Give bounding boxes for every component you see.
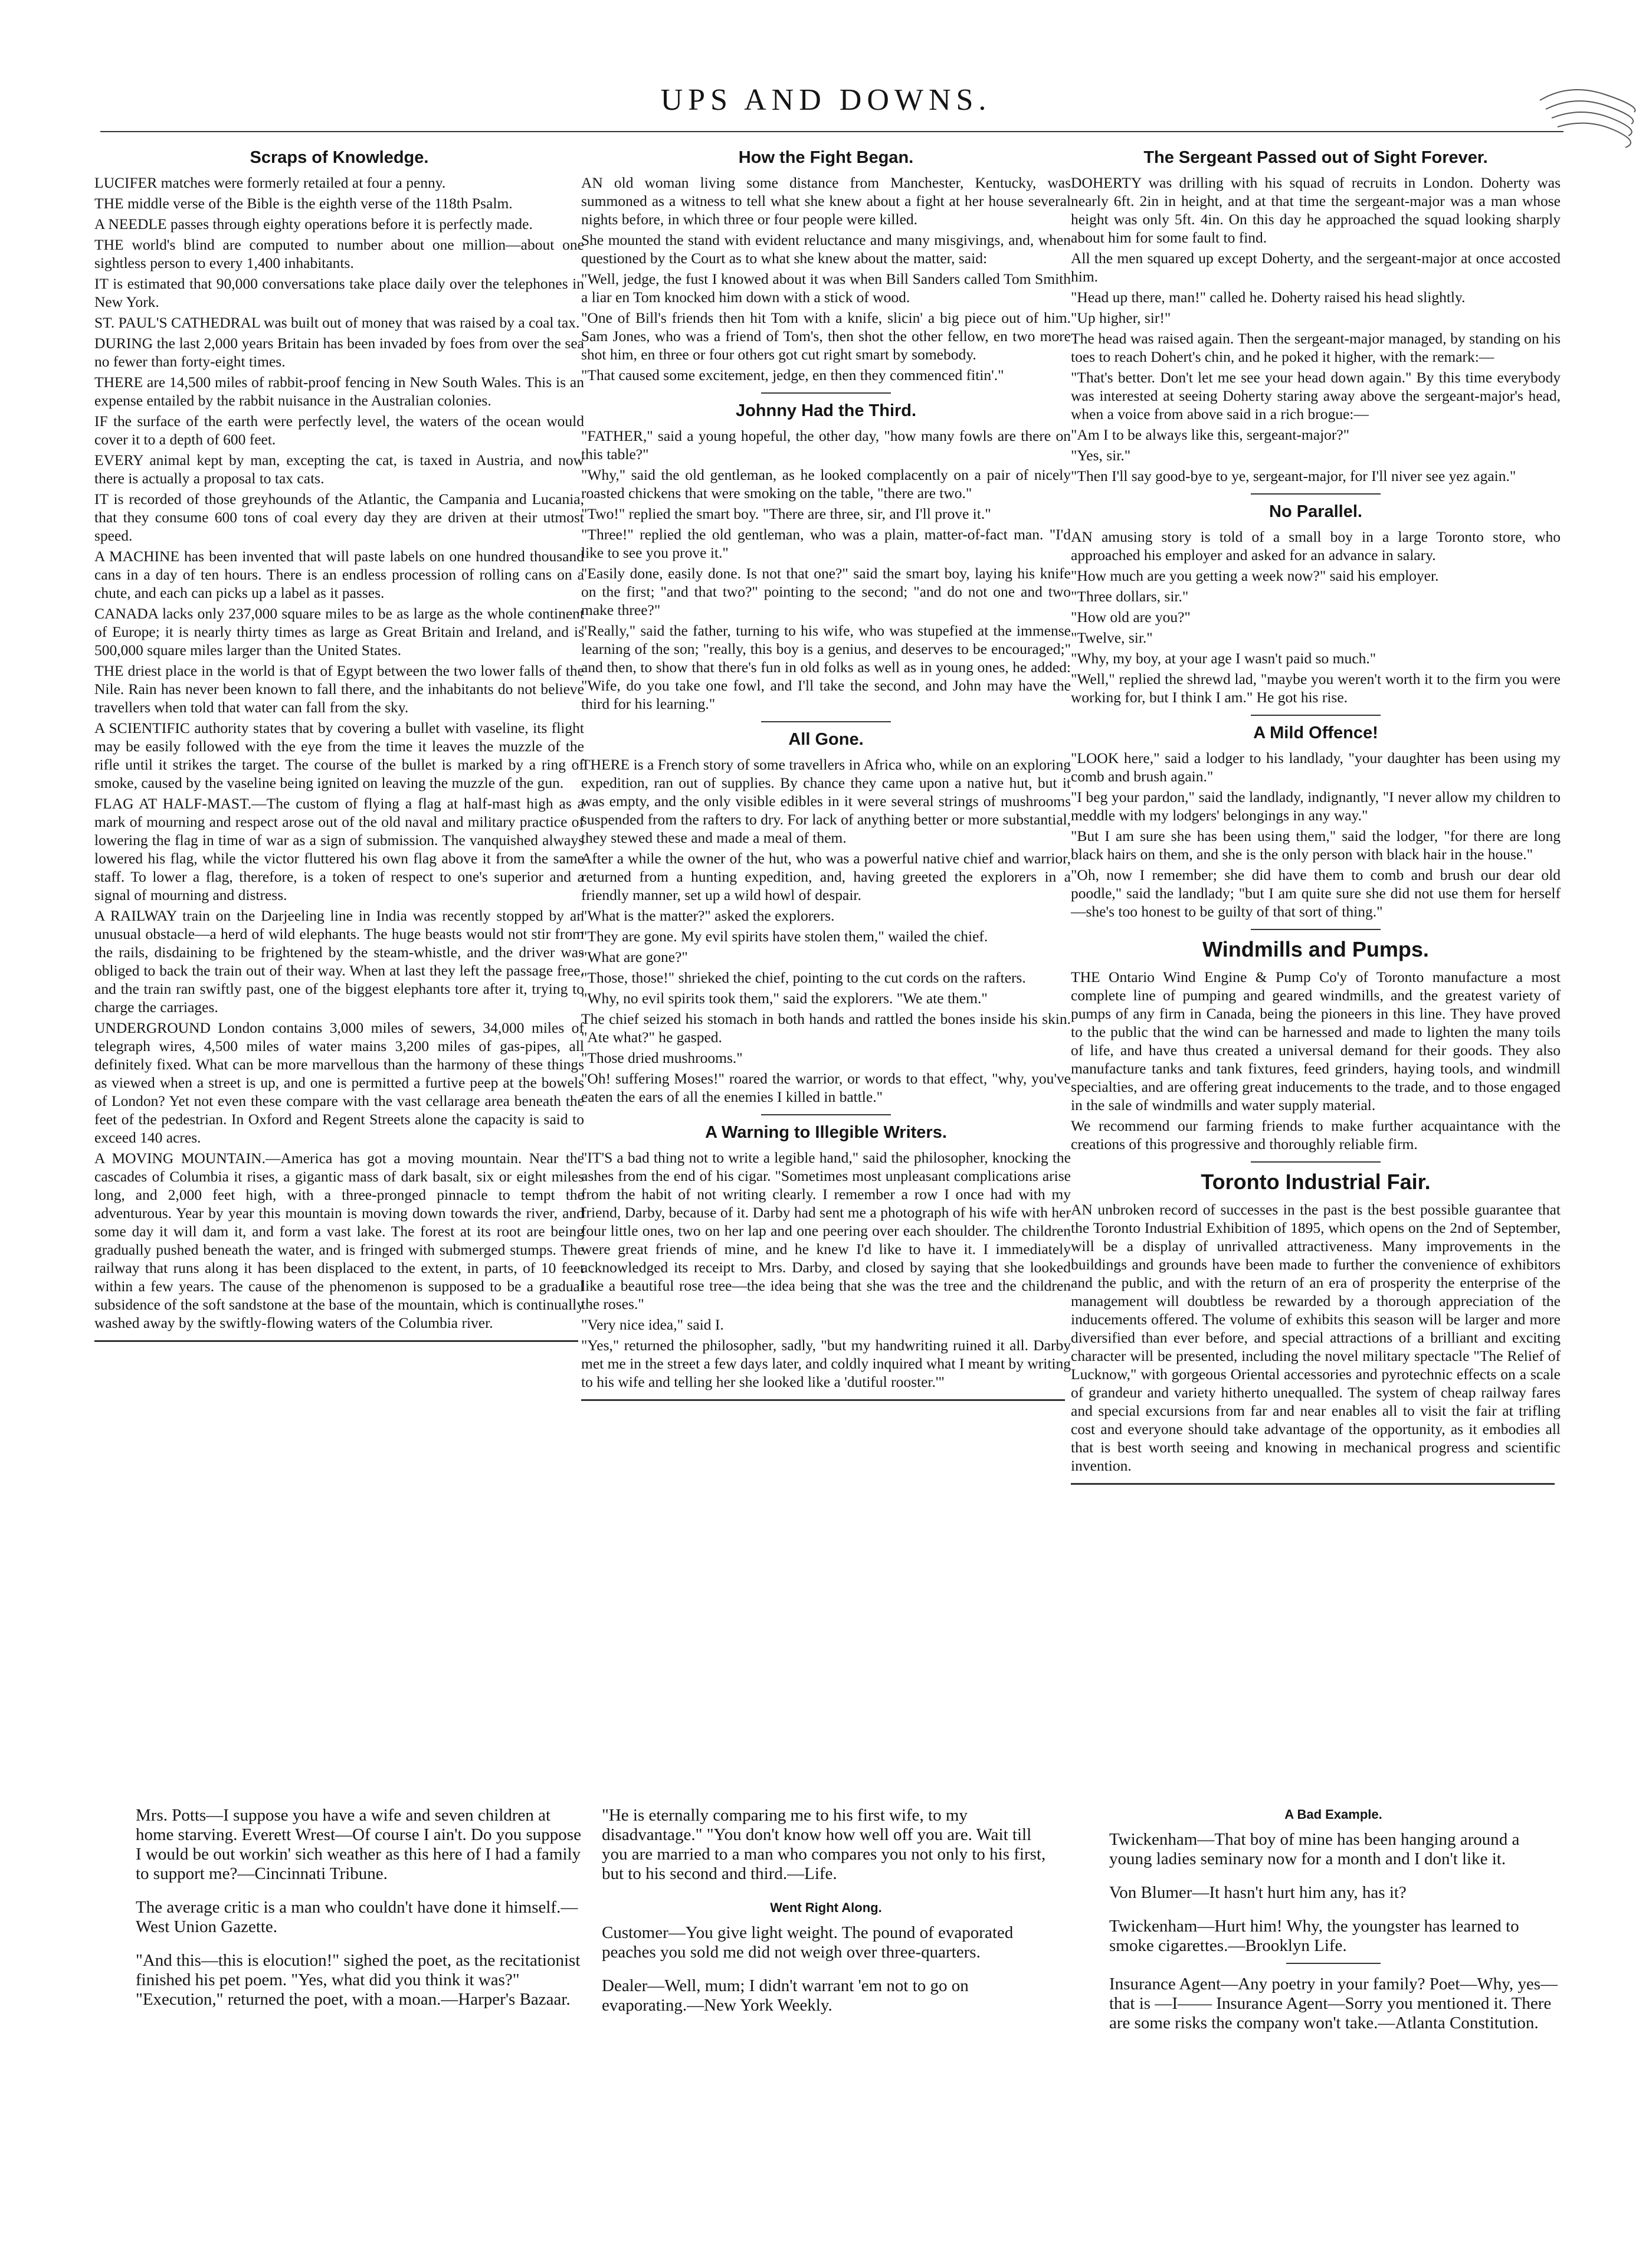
parallel-paragraph: "Three dollars, sir." — [1071, 588, 1189, 605]
masthead: UPS AND DOWNS. — [660, 83, 992, 117]
windmills-title: Windmills and Pumps. — [1202, 937, 1429, 961]
warning-paragraph: "IT'S a bad thing not to write a legible hand," said the philosopher, knocking the ashes from the end of his cigar. "Sometimes most unpleasant complications arise from the habit of not writing clearly. I remember a row I once had with my friend, Darby, because of it. Darby had sent me a photograph of his wife with her four little ones, two on her lap and one peering over each shoulder. The children were great friends of mine, and he knew I'd like to have it. I immediately acknowledged its receipt to Mrs. Darby, and closed by saying that she looked like a beautiful rose tree—the idea being that she was the tree and the children the roses." — [581, 1149, 1071, 1312]
parallel-paragraph: "Why, my boy, at your age I wasn't paid so much." — [1071, 650, 1376, 667]
sergeant-paragraph: All the men squared up except Doherty, and the sergeant-major at once accosted him. — [1071, 250, 1561, 285]
sergeant-paragraph: "That's better. Don't let me see your head down again." By this time everybody was interested at seeing Doherty staring away above the sergeant-major's head, when a voice from above said in a rich brogue:— — [1071, 369, 1561, 423]
clipping-title: Went Right Along. — [770, 1900, 882, 1915]
scrap-item: UNDERGROUND London contains 3,000 miles of sewers, 34,000 miles of telegraph wires, 4,500 miles of water mains 3,200 miles of gas-pipes, all definitely fixed. What can be more marvellous than the harmony of these things as viewed when a street is up, and one is permitted a furtive peep at the bowels of London? Yet not even these compare with the vast cellarage area beneath the feet of the pedestrian. In Oxford and Regent Streets alone the capacity is said to exceed 140 acres. — [94, 1019, 584, 1146]
offence-title: A Mild Offence! — [1253, 724, 1378, 742]
clipping-paragraph: Von Blumer—It hasn't hurt him any, has it? — [1109, 1883, 1407, 1902]
fight-title: How the Fight Began. — [738, 148, 914, 167]
clipping-2 — [602, 1806, 1050, 2029]
allgone-paragraph: THERE is a French story of some travellers in Africa who, while on an exploring expedition, ran out of supplies. By chance they came upon a native hut, but it was empty, and the only visible edibles in it were several strings of mushrooms suspended from the rafters to dry. For lack of anything better or more substantial, they stewed these and made a meal of them. — [581, 756, 1071, 846]
column-3 — [1071, 142, 1561, 1485]
scrap-item: A NEEDLE passes through eighty operations before it is perfectly made. — [94, 215, 533, 233]
johnny-paragraph: "Really," said the father, turning to his wife, who was stupefied at the immense learning of the son; "really, this boy is a genius, and deserves to be encouraged;" and then, to show that there's fun in old folks as well as in young ones, he added: "Wife, do you take one fowl, and I'll take the second, and John may have the third for his learning." — [581, 622, 1071, 712]
section-rule — [1251, 929, 1381, 930]
scrap-item: EVERY animal kept by man, excepting the cat, is taxed in Austria, and now there is actually a proposal to tax cats. — [94, 451, 584, 487]
clipping-1 — [136, 1806, 584, 2024]
warning-paragraph: "Yes," returned the philosopher, sadly, "but my handwriting ruined it all. Darby met me in the street a few days later, and coldly inquired what I meant by writing to his wife and telling her she looked like a 'dutiful rooster.'" — [581, 1337, 1071, 1390]
masthead-rule — [100, 131, 1564, 132]
allgone-paragraph: "Those, those!" shrieked the chief, pointing to the cut cords on the rafters. — [581, 969, 1026, 986]
clipping-paragraph: Mrs. Potts—I suppose you have a wife and seven children at home starving. Everett Wrest—Of course I ain't. Do you suppose I would be out workin' sich weather as this here of I had a family to support me?—Cincinnati Tribune. — [136, 1806, 581, 1883]
clipping-paragraph: Twickenham—That boy of mine has been hanging around a young ladies seminary now for a month and I don't like it. — [1109, 1830, 1520, 1868]
sergeant-paragraph: DOHERTY was drilling with his squad of recruits in London. Doherty was nearly 6ft. 2in in height, and at that time the sergeant-major was a man whose height was only 5ft. 4in. On this day he approached the squad looking sharply about him for some fault to find. — [1071, 174, 1561, 246]
allgone-paragraph: "Why, no evil spirits took them," said the explorers. "We ate them." — [581, 990, 988, 1007]
clipping-paragraph: Dealer—Well, mum; I didn't warrant 'em not to go on evaporating.—New York Weekly. — [602, 1976, 969, 2015]
section-rule — [761, 1114, 891, 1115]
column-1 — [94, 142, 584, 1342]
column-2-end-rule — [581, 1399, 1065, 1401]
windmills-paragraph: We recommend our farming friends to make further acquaintance with the creations of this progressive and thoroughly reliable firm. — [1071, 1117, 1561, 1153]
scrap-item: THE middle verse of the Bible is the eighth verse of the 118th Psalm. — [94, 195, 513, 212]
warning-paragraph: "Very nice idea," said I. — [581, 1316, 724, 1333]
scrap-item: THE world's blind are computed to number about one million—about one sightless person to every 1,400 inhabitants. — [94, 236, 584, 271]
scrap-item: CANADA lacks only 237,000 square miles to be as large as the whole continent of Europe; it is nearly thirty times as large as Great Britain and Ireland, and is 500,000 square miles larger than the United States. — [94, 605, 584, 659]
scrap-item: ST. PAUL'S CATHEDRAL was built out of money that was raised by a coal tax. — [94, 314, 580, 331]
sergeant-paragraph: "Yes, sir." — [1071, 447, 1131, 464]
section-rule — [1251, 493, 1381, 495]
scrap-item: A SCIENTIFIC authority states that by covering a bullet with vaseline, its flight may be easily followed with the eye from the time it leaves the muzzle of the rifle until it strikes the target. The course of the bullet is marked by a ring of smoke, caused by the vaseline being ignited on leaving the muzzle of the gun. — [94, 719, 584, 791]
scrap-item: THERE are 14,500 miles of rabbit-proof fencing in New South Wales. This is an expense entailed by the rabbit nuisance in the Australian colonies. — [94, 374, 584, 409]
warning-title: A Warning to Illegible Writers. — [705, 1123, 947, 1142]
scrap-item: A RAILWAY train on the Darjeeling line in India was recently stopped by an unusual obstacle—a herd of wild elephants. The huge beasts would not stir from the rails, disdaining to be frightened by the steam-whistle, and the driver was obliged to back the train out of their way. When at last they left the passage free, and the train ran swiftly past, one of the biggest elephants tore after it, trying to charge the carriages. — [94, 907, 584, 1016]
clipping-paragraph: Customer—You give light weight. The pound of evaporated peaches you sold me did not weigh over three-quarters. — [602, 1923, 1014, 1962]
fight-paragraph: She mounted the stand with evident reluctance and many misgivings, and, when questioned by the Court as to what she knew about the matter, said: — [581, 231, 1071, 267]
scraps-title: Scraps of Knowledge. — [250, 148, 429, 167]
scrap-item: THE driest place in the world is that of Egypt between the two lower falls of the Nile. Rain has never been known to fall there, and the inhabitants do not believe travellers when told that water can fall from the sky. — [94, 662, 584, 716]
clipping-title: A Bad Example. — [1284, 1807, 1382, 1822]
johnny-paragraph: "Two!" replied the smart boy. "There are three, sir, and I'll prove it." — [581, 505, 991, 522]
clipping-paragraph: Insurance Agent—Any poetry in your family? Poet—Why, yes—that is —I—— Insurance Agent—Sorry you mentioned it. There are some risks the company won't take.—Atlanta Constitution. — [1109, 1975, 1558, 2032]
section-rule — [761, 392, 891, 394]
clipping-paragraph: "He is eternally comparing me to his first wife, to my disadvantage." "You don't know how well off you are. Wait till you are married to a man who compares you not only to his first, but to his second and third.—Life. — [602, 1806, 1046, 1883]
offence-paragraph: "I beg your pardon," said the landlady, indignantly, "I never allow my children to meddle with my lodgers' belongings in any way." — [1071, 788, 1561, 824]
scrap-item: A MOVING MOUNTAIN.—America has got a moving mountain. Near the cascades of Columbia it rises, a gigantic mass of dark basalt, six or eight miles long, and 2,000 feet high, with a three-pronged pinnacle to tempt the adventurous. Year by year this mountain is moving down towards the river, and some day it will dam it, and form a vast lake. The forest at its root are being gradually pushed beneath the water, and is fringed with submerged stumps. The railway that runs along it has been displaced to the extent, in parts, of 10 feet within a few years. The cause of the phenomenon is supposed to be a gradual subsidence of the soft sandstone at the base of the mountain, which is continually washed away by the swiftly-flowing waters of the Columbia river. — [94, 1150, 584, 1331]
scrap-item: FLAG AT HALF-MAST.—The custom of flying a flag at half-mast high as a mark of mourning and respect arose out of the old naval and military practice of lowering the flag in time of war as a sign of submission. The vanquished always lowered his flag, while the victor fluttered his own flag above it from the same staff. To lower a flag, therefore, is a token of respect to one's superior and a signal of mourning and distress. — [94, 795, 584, 903]
offence-paragraph: "But I am sure she has been using them," said the lodger, "for there are long black hairs on them, and she is the only person with black hair in the house." — [1071, 827, 1561, 863]
fair-title: Toronto Industrial Fair. — [1201, 1170, 1431, 1194]
clipping-paragraph: The average critic is a man who couldn't have done it himself.—West Union Gazette. — [136, 1898, 578, 1936]
fair-paragraph: AN unbroken record of successes in the past is the best possible guarantee that the Toronto Industrial Exhibition of 1895, which opens on the 2nd of September, will be a display of unrivalled attractiveness. Many improvements in the buildings and grounds have been made to further the convenience of exhibitors and the public, and with the return of an era of prosperity the enterprise of the management will doubtless be rewarded by a thorough appreciation of the inducements offered. The volume of exhibits this season will be larger and more diversified than ever before, and special attractions of a brilliant and exciting character will be presented, including the novel military spectacle "The Relief of Lucknow," with gorgeous Oriental accessories and pyrotechnic effects on a scale of grandeur and variety hitherto unequalled. The system of cheap railway fares and special excursions from far and near enables all to visit the fair at trifling cost and everyone should take advantage of the opportunity, as it embodies all that is best worth seeing and knowing in mechanical progress and scientific invention. — [1071, 1201, 1561, 1474]
section-rule — [761, 721, 891, 722]
parallel-paragraph: "How old are you?" — [1071, 608, 1191, 626]
scrap-item: IT is recorded of those greyhounds of the Atlantic, the Campania and Lucania, that they consume 600 tons of coal every day they are driven at their utmost speed. — [94, 490, 584, 544]
column-3-end-rule — [1071, 1483, 1555, 1485]
offence-paragraph: "LOOK here," said a lodger to his landlady, "your daughter has been using my comb and brush again." — [1071, 749, 1561, 785]
clipping-rule — [1286, 1963, 1381, 1964]
johnny-paragraph: "Easily done, easily done. Is not that one?" said the smart boy, laying his knife on the first; "and that two?" pointing to the second; "and do not one and two make three?" — [581, 565, 1071, 618]
fight-paragraph: AN old woman living some distance from Manchester, Kentucky, was summoned as a witness to tell what she knew about a fight at her house several nights before, in which three or four people were killed. — [581, 174, 1071, 228]
fight-paragraph: "Well, jedge, the fust I knowed about it was when Bill Sanders called Tom Smith a liar en Tom knocked him down with a stick of wood. — [581, 270, 1071, 306]
scrap-item: IT is estimated that 90,000 conversations take place daily over the telephones in New York. — [94, 275, 584, 310]
offence-paragraph: "Oh, now I remember; she did have them to comb and brush our dear old poodle," said the landlady; "but I am quite sure she did not use them for herself—she's too honest to be guilty of that sort of thing." — [1071, 866, 1561, 920]
sergeant-title: The Sergeant Passed out of Sight Forever. — [1143, 148, 1488, 167]
scraps-list — [94, 173, 584, 1332]
allgone-paragraph: "Oh! suffering Moses!" roared the warrior, or words to that effect, "why, you've eaten the ears of all the enemies I killed in battle." — [581, 1070, 1071, 1105]
clipping-paragraph: Twickenham—Hurt him! Why, the youngster has learned to smoke cigarettes.—Brooklyn Life. — [1109, 1917, 1519, 1955]
scrap-item: DURING the last 2,000 years Britain has been invaded by foes from over the sea no fewer than forty-eight times. — [94, 335, 584, 370]
scrap-item: IF the surface of the earth were perfectly level, the waters of the ocean would cover it to a depth of 600 feet. — [94, 413, 584, 448]
allgone-paragraph: "They are gone. My evil spirits have stolen them," wailed the chief. — [581, 928, 988, 945]
johnny-paragraph: "FATHER," said a young hopeful, the other day, "how many fowls are there on this table?" — [581, 427, 1071, 463]
allgone-title: All Gone. — [788, 730, 864, 749]
windmills-paragraph: THE Ontario Wind Engine & Pump Co'y of Toronto manufacture a most complete line of pumping and geared windmills, and the greatest variety of pumps of any firm in Canada, being the pioneers in this line. They have proved to the public that the wind can be harnessed and made to lighten the many toils of life, and have thus created a universal demand for their goods. They also manufacture tanks and tank fixtures, feed grinders, haying tools, and windmill specialties, and are offering great inducements to the trade, and to those engaged in the sale of windmills and water supply material. — [1071, 968, 1561, 1114]
parallel-paragraph: AN amusing story is told of a small boy in a large Toronto store, who approached his employer and asked for an advance in salary. — [1071, 528, 1561, 564]
clipping-paragraph: "And this—this is elocution!" sighed the poet, as the recitationist finished his pet poem. "Yes, what did you think it was?" "Execution," returned the poet, with a moan.—Harper's Bazaar. — [136, 1951, 581, 2009]
allgone-paragraph: After a while the owner of the hut, who was a powerful native chief and warrior, returned from a hunting expedition, and, having greeted the explorers in a friendly manner, set up a wild howl of despair. — [581, 850, 1071, 903]
sergeant-paragraph: "Then I'll say good-bye to ye, sergeant-major, for I'll niver see yez again." — [1071, 467, 1516, 484]
parallel-paragraph: "Twelve, sir." — [1071, 629, 1153, 646]
sergeant-paragraph: "Up higher, sir!" — [1071, 309, 1171, 326]
column-2 — [581, 142, 1071, 1401]
section-rule — [1251, 1161, 1381, 1163]
allgone-paragraph: "Those dried mushrooms." — [581, 1049, 743, 1066]
fight-paragraph: "One of Bill's friends then hit Tom with a knife, slicin' a big piece out of him. Sam Jones, who was a friend of Tom's, then shot the other fellow, en two more shot him, en three or four others got cut right smart by somebody. — [581, 309, 1071, 363]
parallel-paragraph: "Well," replied the shrewd lad, "maybe you weren't worth it to the firm you were working for, but I think I am." He got his rise. — [1071, 670, 1561, 706]
scrap-item: LUCIFER matches were formerly retailed at four a penny. — [94, 174, 446, 191]
johnny-paragraph: "Three!" replied the old gentleman, who was a plain, matter-of-fact man. "I'd like to see you prove it." — [581, 526, 1071, 561]
sergeant-paragraph: "Head up there, man!" called he. Doherty raised his head slightly. — [1071, 289, 1466, 306]
johnny-title: Johnny Had the Third. — [735, 401, 917, 420]
sergeant-paragraph: The head was raised again. Then the sergeant-major managed, by standing on his toes to reach Dohert's chin, and he poked it higher, with the remark:— — [1071, 330, 1561, 365]
parallel-title: No Parallel. — [1269, 502, 1362, 521]
allgone-paragraph: "What are gone?" — [581, 948, 688, 965]
fight-paragraph: "That caused some excitement, jedge, en then they commenced fitin'." — [581, 366, 1004, 384]
parallel-paragraph: "How much are you getting a week now?" said his employer. — [1071, 567, 1439, 584]
allgone-paragraph: The chief seized his stomach in both hands and rattled the bones inside his skin. "Ate what?" he gasped. — [581, 1010, 1071, 1046]
column-1-end-rule — [94, 1340, 578, 1342]
allgone-paragraph: "What is the matter?" asked the explorers. — [581, 907, 835, 924]
scrap-item: A MACHINE has been invented that will paste labels on one hundred thousand cans in a day of ten hours. There is an endless procession of rolling cans on a chute, and each can picks up a label as it passes. — [94, 548, 584, 601]
clipping-3 — [1109, 1800, 1558, 2047]
sergeant-paragraph: "Am I to be always like this, sergeant-major?" — [1071, 426, 1350, 443]
johnny-paragraph: "Why," said the old gentleman, as he looked complacently on a pair of nicely roasted chickens that were smoking on the table, "there are two." — [581, 466, 1071, 502]
section-rule — [1251, 715, 1381, 716]
